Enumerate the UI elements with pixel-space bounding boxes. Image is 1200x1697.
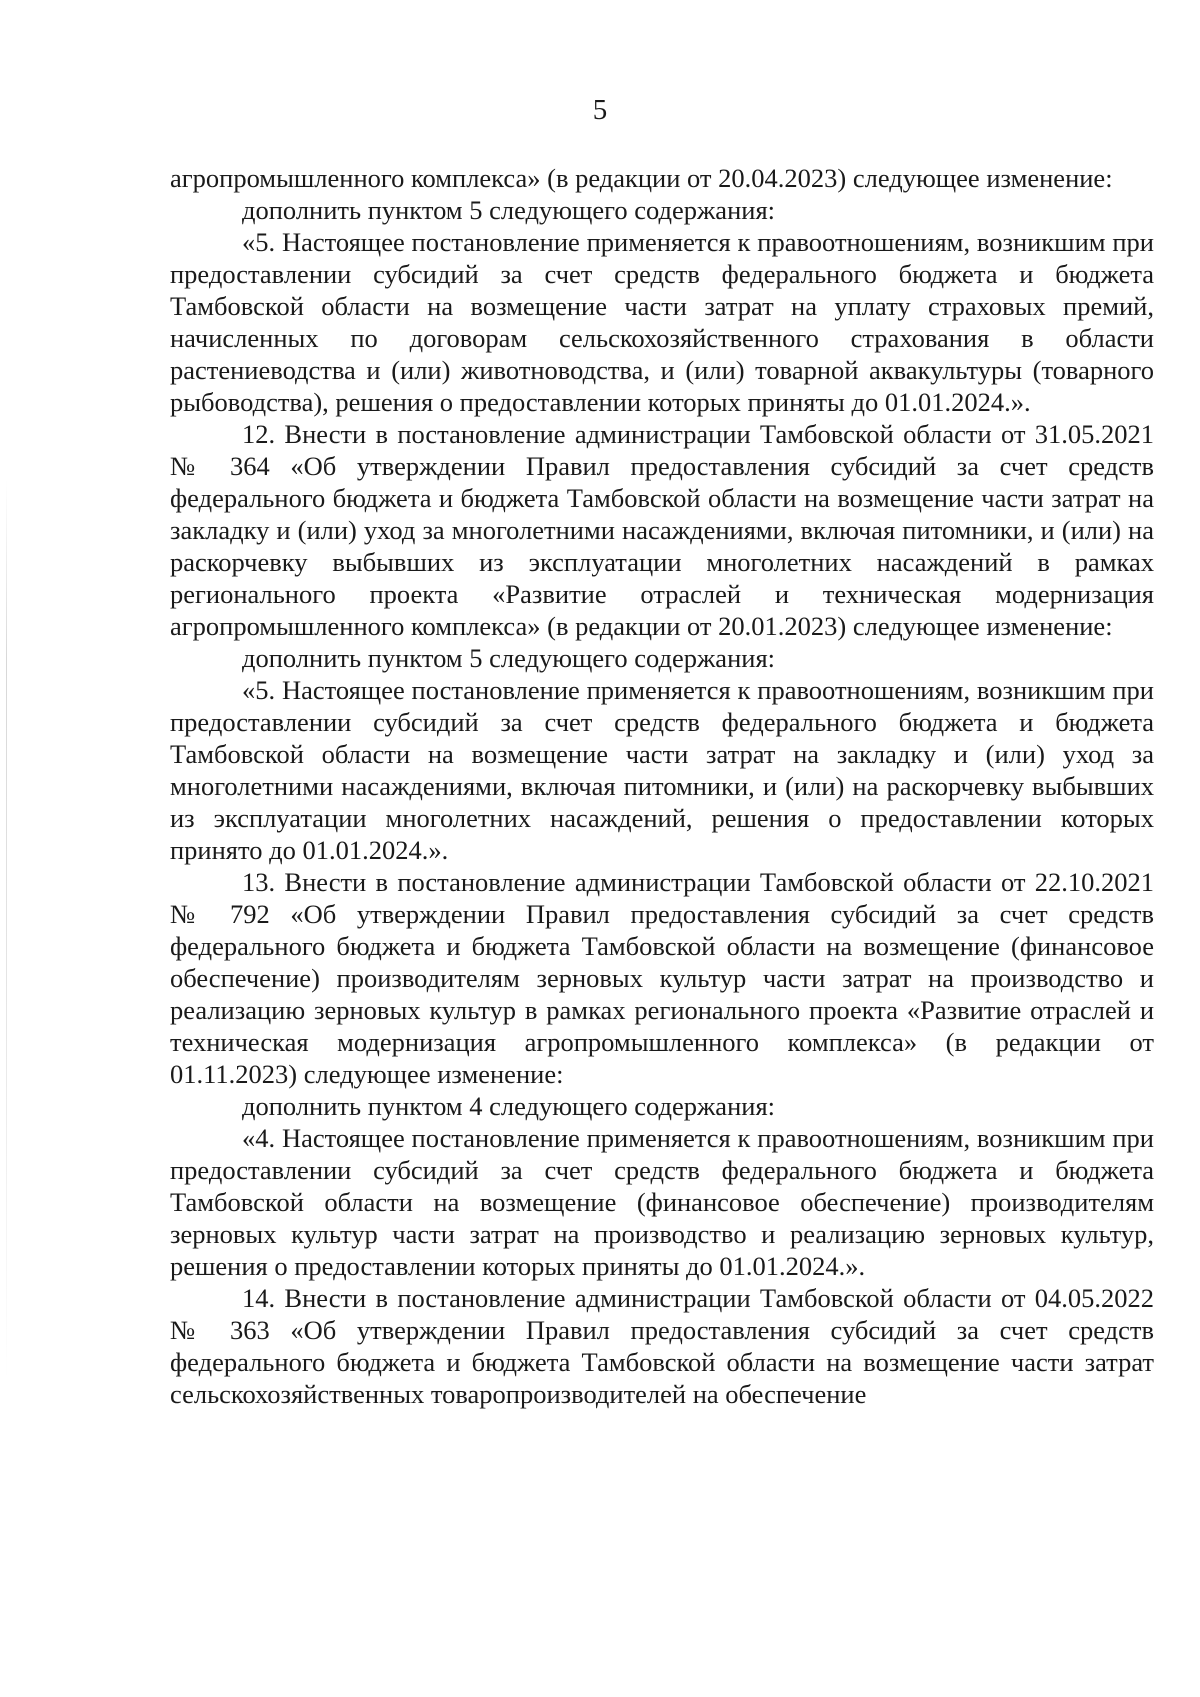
paragraph-instruction: дополнить пунктом 4 следующего содержания: bbox=[242, 1091, 775, 1121]
paragraph-item-14: 14. Внести в постановление администрации Тамбовской области от 04.05.2022 № 363 «Об утверждении Правил предоставления субсидий за счет средств федерального бюджета и бюджета Тамбовской области на возмещение части затрат сельскохозяйственных товаропроизводителей на обеспечение bbox=[170, 1283, 1154, 1409]
paragraph-quoted-clause: «5. Настоящее постановление применяется к правоотношениям, возникшим при предоставлении субсидий за счет средств федерального бюджета и бюджета Тамбовской области на возмещение части затрат на закладку и (или) уход за многолетними насаждениями, включая питомники, и (или) на раскорчевку выбывших из эксплуатации многолетних насаждений, решения о предоставлении которых принято до 01.01.2024.». bbox=[170, 675, 1154, 865]
paragraph-item-13: 13. Внести в постановление администрации Тамбовской области от 22.10.2021 № 792 «Об утверждении Правил предоставления субсидий за счет средств федерального бюджета и бюджета Тамбовской области на возмещение (финансовое обеспечение) производителям зерновых культур части затрат на производство и реализацию зерновых культур в рамках регионального проекта «Развитие отраслей и техническая модернизация агропромышленного комплекса» (в редакции от 01.11.2023) следующее изменение: bbox=[170, 867, 1154, 1089]
paragraph-instruction: дополнить пунктом 5 следующего содержания: bbox=[242, 195, 775, 225]
paragraph-continuation: агропромышленного комплекса» (в редакции от 20.04.2023) следующее изменение: bbox=[170, 163, 1113, 193]
scan-edge-shadow bbox=[6, 480, 7, 1380]
paragraph-quoted-clause: «5. Настоящее постановление применяется к правоотношениям, возникшим при предоставлении субсидий за счет средств федерального бюджета и бюджета Тамбовской области на возмещение части затрат на уплату страховых премий, начисленных по договорам сельскохозяйственного страхования в области растениеводства и (или) животноводства, и (или) товарной аквакультуры (товарного рыбоводства), решения о предоставлении которых приняты до 01.01.2024.». bbox=[170, 227, 1154, 417]
page-number: 5 bbox=[592, 94, 608, 126]
paragraph-instruction: дополнить пунктом 5 следующего содержания: bbox=[242, 643, 775, 673]
document-body bbox=[170, 162, 1154, 1410]
paragraph-quoted-clause: «4. Настоящее постановление применяется к правоотношениям, возникшим при предоставлении субсидий за счет средств федерального бюджета и бюджета Тамбовской области на возмещение (финансовое обеспечение) производителям зерновых культур части затрат на производство и реализацию зерновых культур, решения о предоставлении которых приняты до 01.01.2024.». bbox=[170, 1123, 1154, 1281]
paragraph-item-12: 12. Внести в постановление администрации Тамбовской области от 31.05.2021 № 364 «Об утверждении Правил предоставления субсидий за счет средств федерального бюджета и бюджета Тамбовской области на возмещение части затрат на закладку и (или) уход за многолетними насаждениями, включая питомники, и (или) на раскорчевку выбывших из эксплуатации многолетних насаждений в рамках регионального проекта «Развитие отраслей и техническая модернизация агропромышленного комплекса» (в редакции от 20.01.2023) следующее изменение: bbox=[170, 419, 1154, 641]
